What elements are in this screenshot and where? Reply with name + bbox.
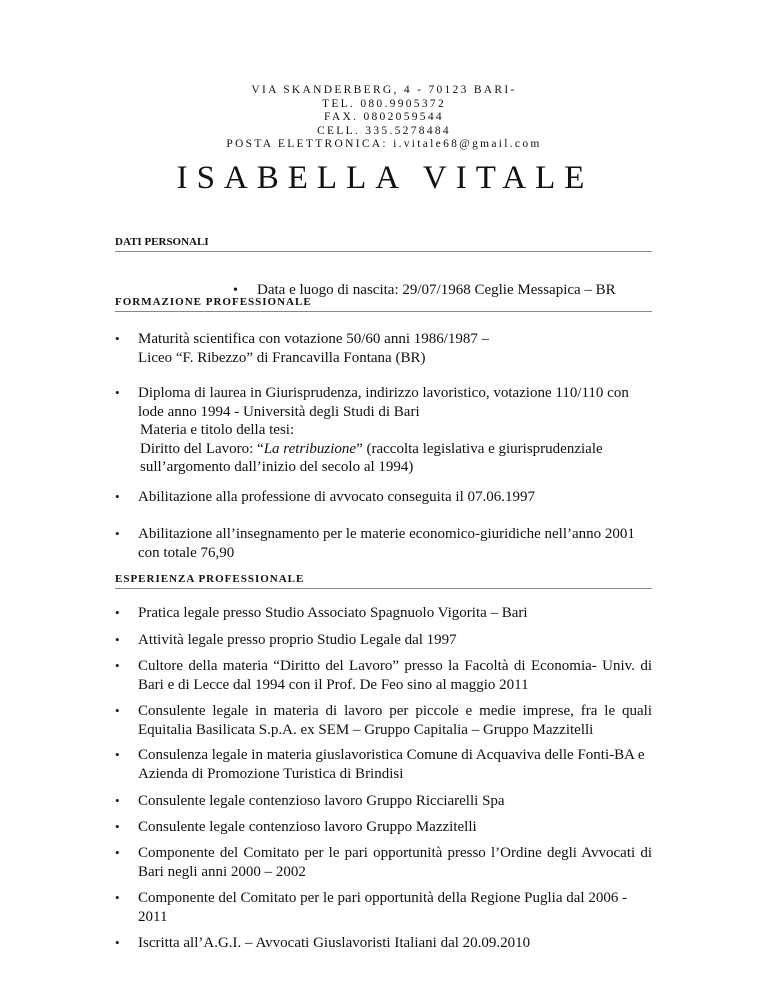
list-item (115, 889, 652, 926)
address-line: VIA SKANDERBERG, 4 - 70123 BARI- (251, 84, 517, 96)
item-text: Componente del Comitato per le pari opportunità presso l’Ordine degli Avvocati di Bari negli anni 2000 – 2002 (138, 845, 652, 880)
thesis-suffix: ” (raccolta legislativa e giurisprudenziale sull’argomento dall’inizio del secolo al 1994) (140, 440, 603, 475)
list-item (115, 657, 652, 694)
section-title-dati-personali: DATI PERSONALI (115, 236, 652, 252)
bullet-icon: • (115, 658, 120, 673)
item-text: Maturità scientifica con votazione 50/60 anni 1986/1987 – (138, 331, 490, 347)
item-text: Pratica legale presso Studio Associato Spagnuolo Vigorita – Bari (138, 605, 528, 621)
list-item (115, 844, 652, 881)
item-text: Attività legale presso proprio Studio Legale dal 1997 (138, 632, 457, 648)
bullet-icon: • (115, 845, 120, 860)
item-text: Cultore della materia “Diritto del Lavoro” presso la Facoltà di Economia- Univ. di Bari e di Lecce dal 1994 con il Prof. De Feo sino al maggio 2011 (138, 658, 652, 693)
bullet-icon: • (233, 283, 238, 298)
item-text: Consulenza legale in materia giuslavoristica Comune di Acquaviva delle Fonti-BA e Azienda di Promozione Turistica di Brindisi (138, 747, 645, 782)
bullet-icon: • (115, 793, 120, 808)
contact-block (0, 84, 768, 152)
item-text: Iscritta all’A.G.I. – Avvocati Giuslavoristi Italiani dal 20.09.2010 (138, 935, 531, 951)
bullet-icon: • (115, 489, 120, 504)
cell-line: CELL. 335.5278484 (317, 124, 451, 137)
bullet-icon: • (115, 890, 120, 905)
bullet-icon: • (115, 526, 120, 541)
tel-line: TEL. 080.9905372 (322, 97, 446, 110)
list-item (115, 934, 652, 953)
item-text: Diploma di laurea in Giurisprudenza, indirizzo lavoristico, votazione 110/110 con lode anno 1994 - Università degli Studi di Bari (138, 385, 629, 420)
item-text (140, 440, 652, 477)
list-item (115, 746, 652, 783)
list-item (115, 525, 652, 562)
section-title-formazione: FORMAZIONE PROFESSIONALE (115, 296, 652, 312)
fax-line: FAX. 0802059544 (324, 111, 444, 124)
bullet-icon: • (115, 935, 120, 950)
bullet-icon: • (115, 331, 120, 346)
email-line: POSTA ELETTRONICA: i.vitale68@gmail.com (226, 138, 542, 151)
item-text: Abilitazione alla professione di avvocato conseguita il 07.06.1997 (138, 489, 535, 505)
list-item (115, 818, 652, 837)
item-text: Consulente legale contenzioso lavoro Gruppo Mazzitelli (138, 819, 477, 835)
birth-text: Data e luogo di nascita: 29/07/1968 Ceglie Messapica – BR (257, 282, 616, 298)
bullet-icon: • (115, 819, 120, 834)
item-text: Componente del Comitato per le pari opportunità della Regione Puglia dal 2006 - 2011 (138, 890, 628, 925)
bullet-icon: • (115, 747, 120, 762)
section-title-esperienza: ESPERIENZA PROFESSIONALE (115, 573, 652, 589)
bullet-icon: • (115, 605, 120, 620)
list-item (115, 631, 652, 650)
item-text: Materia e titolo della tesi: (140, 422, 295, 438)
thesis-title: La retribuzione (263, 440, 357, 457)
item-text: Consulente legale contenzioso lavoro Gruppo Ricciarelli Spa (138, 793, 505, 809)
list-item (115, 330, 652, 367)
item-text: Abilitazione all’insegnamento per le materie economico-giuridiche nell’anno 2001 con totale 76,90 (138, 526, 635, 561)
item-text: Consulente legale in materia di lavoro per piccole e medie imprese, fra le quali Equitalia Basilicata S.p.A. ex SEM – Gruppo Capitalia – Gruppo Mazzitelli (138, 703, 652, 738)
bullet-icon: • (115, 385, 120, 400)
list-item (115, 792, 652, 811)
list-item (115, 604, 652, 623)
list-item (115, 384, 652, 477)
bullet-icon: • (115, 632, 120, 647)
list-item (115, 488, 652, 507)
item-text: Liceo “F. Ribezzo” di Francavilla Fontana (BR) (138, 349, 426, 366)
person-name: ISABELLA VITALE (176, 160, 594, 196)
bullet-icon: • (115, 703, 120, 718)
list-item (115, 702, 652, 739)
thesis-prefix: Diritto del Lavoro: “ (140, 440, 264, 457)
